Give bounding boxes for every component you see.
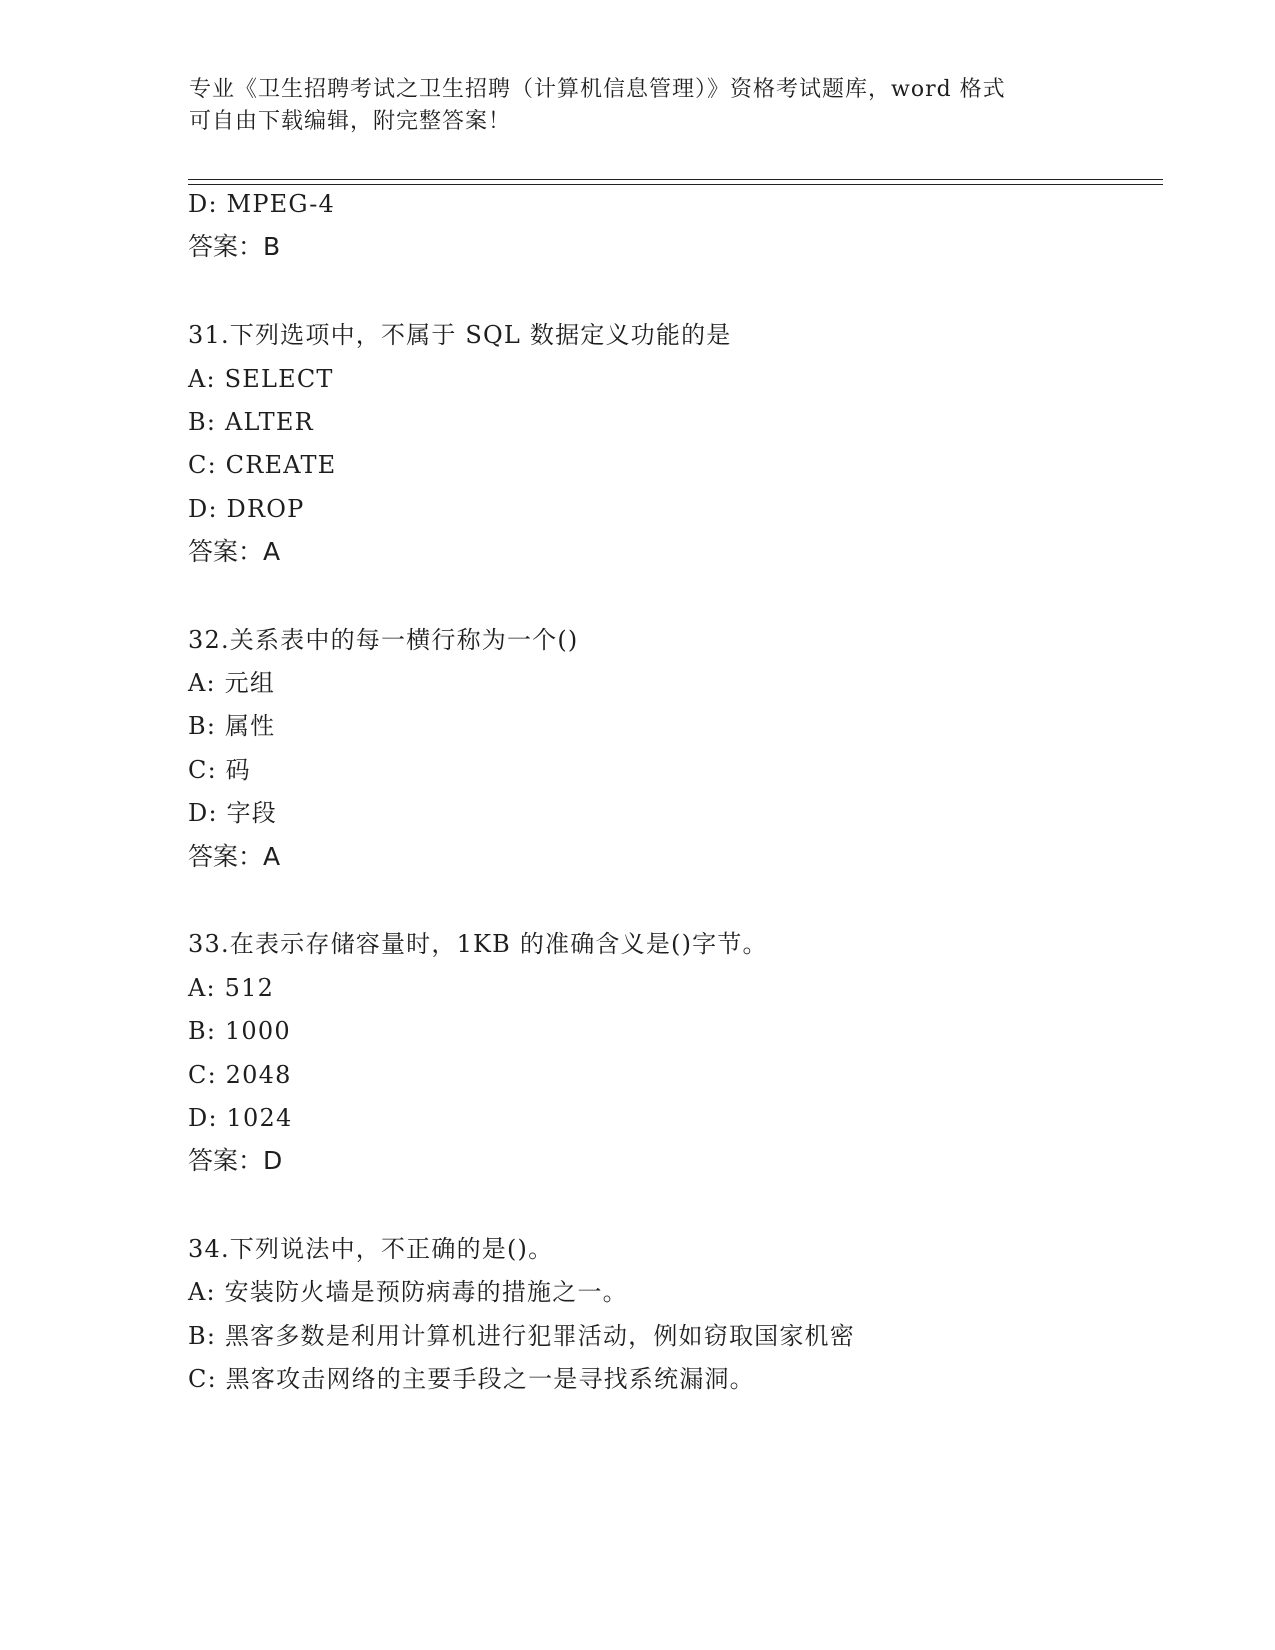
question-32-text: 32.关系表中的每一横行称为一个() (188, 626, 579, 654)
prev-option-d: D: MPEG-4 (188, 190, 335, 218)
document-header (189, 74, 1089, 138)
question-32-option-a: A: 元组 (188, 669, 276, 697)
question-33-option-d: D: 1024 (188, 1104, 293, 1132)
question-33-text: 33.在表示存储容量时，1KB 的准确含义是()字节。 (188, 930, 768, 958)
question-32-option-d: D: 字段 (188, 799, 277, 827)
question-34-option-b: B: 黑客多数是利用计算机进行犯罪活动，例如窃取国家机密 (188, 1322, 855, 1350)
question-33-answer: 答案：D (188, 1146, 283, 1175)
question-33-option-a: A: 512 (188, 974, 275, 1002)
question-32-answer: 答案：A (188, 842, 281, 871)
question-33-option-c: C: 2048 (188, 1061, 292, 1089)
question-34-option-a: A: 安装防火墙是预防病毒的措施之一。 (188, 1278, 628, 1306)
header-divider-top (188, 179, 1163, 180)
header-title-line-2: 可自由下载编辑，附完整答案！ (189, 109, 512, 134)
question-34-option-c: C: 黑客攻击网络的主要手段之一是寻找系统漏洞。 (188, 1365, 755, 1393)
question-31-option-d: D: DROP (188, 495, 305, 523)
question-31-option-b: B: ALTER (188, 408, 314, 436)
question-33-option-b: B: 1000 (188, 1017, 291, 1045)
question-31-text: 31.下列选项中，不属于 SQL 数据定义功能的是 (188, 321, 732, 349)
question-32-option-c: C: 码 (188, 756, 251, 784)
question-31-option-a: A: SELECT (188, 365, 334, 393)
question-32-option-b: B: 属性 (188, 712, 276, 740)
question-34-text: 34.下列说法中，不正确的是()。 (188, 1235, 554, 1263)
prev-answer: 答案：B (188, 232, 281, 261)
question-31-answer: 答案：A (188, 537, 281, 566)
header-divider-bottom (188, 184, 1163, 185)
header-title-line-1: 专业《卫生招聘考试之卫生招聘（计算机信息管理）》资格考试题库，word 格式 (189, 77, 1006, 102)
question-31-option-c: C: CREATE (188, 451, 337, 479)
